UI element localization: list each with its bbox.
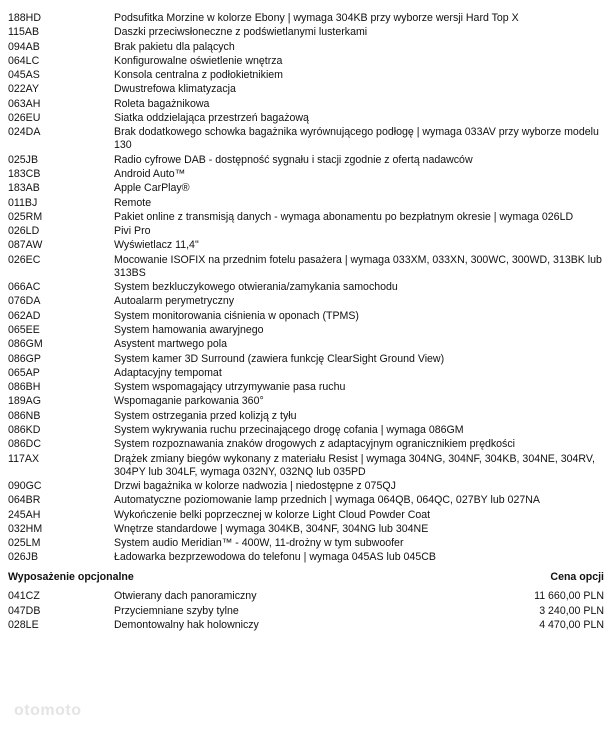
option-description: Automatyczne poziomowanie lamp przednich | wymaga 064QB, 064QC, 027BY lub 027NA — [114, 494, 540, 507]
equipment-row — [8, 254, 604, 280]
option-code: 094AB — [8, 40, 40, 53]
option-code: 076DA — [8, 295, 41, 308]
equipment-row — [8, 494, 604, 507]
option-code: 026JB — [8, 551, 39, 564]
option-code: 064LC — [8, 54, 40, 67]
option-code: 065AP — [8, 366, 40, 379]
option-description: Adaptacyjny tempomat — [114, 366, 222, 379]
option-code: 026LD — [8, 225, 40, 238]
option-code: 117AX — [8, 452, 40, 465]
option-code: 115AB — [8, 26, 40, 39]
equipment-row — [8, 523, 604, 536]
equipment-row — [8, 453, 604, 479]
option-code: 047DB — [8, 604, 41, 617]
equipment-row — [8, 295, 604, 308]
option-code: 025LM — [8, 537, 41, 550]
option-description: Przyciemniane szyby tylne — [114, 604, 239, 617]
option-code: 183CB — [8, 167, 41, 180]
equipment-row — [8, 438, 604, 451]
option-description: Mocowanie ISOFIX na przednim fotelu pasażera | wymaga 033XM, 033XN, 300WC, 300WD, 313BK lub 313BS — [114, 253, 602, 279]
equipment-row — [8, 324, 604, 337]
option-description: Roleta bagażnikowa — [114, 97, 210, 110]
equipment-sheet — [8, 12, 604, 634]
option-code: 062AD — [8, 309, 41, 322]
option-description: Siatka oddzielająca przestrzeń bagażową — [114, 112, 309, 125]
option-description: Android Auto™ — [114, 167, 186, 180]
option-code: 086GP — [8, 352, 41, 365]
option-description: Wyświetlacz 11,4" — [114, 239, 199, 252]
equipment-row — [8, 12, 604, 25]
option-description: Podsufitka Morzine w kolorze Ebony | wymaga 304KB przy wyborze wersji Hard Top X — [114, 12, 519, 24]
option-description: System wykrywania ruchu przecinającego drogę cofania | wymaga 086GM — [114, 424, 464, 437]
option-code: 086BH — [8, 381, 41, 394]
equipment-row — [8, 551, 604, 564]
equipment-row — [8, 537, 604, 550]
option-description: Drążek zmiany biegów wykonany z materiału Resist | wymaga 304NG, 304NF, 304KB, 304NE, 304RV, 304PY lub 304LF, wymaga 032NY, 032NQ lub 035PD — [114, 452, 595, 478]
optional-equipment-list — [8, 590, 604, 632]
option-description: Konsola centralna z podłokietnikiem — [114, 69, 284, 82]
option-code: 022AY — [8, 83, 40, 96]
option-description: Wspomaganie parkowania 360° — [114, 395, 264, 408]
option-description: Pakiet online z transmisją danych - wymaga abonamentu po bezpłatnym okresie | wymaga 026LD — [114, 210, 574, 223]
option-code: 188HD — [8, 12, 41, 24]
price-heading: Cena opcji — [550, 571, 604, 584]
option-description: Wnętrze standardowe | wymaga 304KB, 304NF, 304NG lub 304NE — [114, 522, 429, 535]
equipment-row — [8, 168, 604, 181]
option-description: Apple CarPlay® — [114, 182, 190, 195]
equipment-row — [8, 338, 604, 351]
option-code: 026EC — [8, 253, 41, 266]
equipment-row — [8, 424, 604, 437]
option-description: Otwierany dach panoramiczny — [114, 590, 257, 603]
optional-row — [8, 590, 604, 603]
equipment-row — [8, 367, 604, 380]
equipment-row — [8, 480, 604, 493]
optional-equipment-header — [8, 571, 604, 584]
option-code: 086NB — [8, 409, 41, 422]
option-code: 189AG — [8, 395, 41, 408]
option-code: 066AC — [8, 281, 41, 294]
option-description: Wykończenie belki poprzecznej w kolorze Light Cloud Powder Coat — [114, 508, 431, 521]
option-code: 025JB — [8, 153, 39, 166]
equipment-row — [8, 83, 604, 96]
option-description: System wspomagający utrzymywanie pasa ruchu — [114, 381, 346, 394]
option-description: Radio cyfrowe DAB - dostępność sygnału i stacji zgodnie z ofertą nadawców — [114, 153, 473, 166]
option-code: 245AH — [8, 508, 41, 521]
equipment-row — [8, 69, 604, 82]
optional-row — [8, 619, 604, 632]
option-description: Brak dodatkowego schowka bagażnika wyrównującego podłogę | wymaga 033AV przy wyborze modelu 130 — [114, 126, 599, 152]
option-description: Dwustrefowa klimatyzacja — [114, 83, 236, 96]
option-code: 025RM — [8, 210, 43, 223]
equipment-row — [8, 310, 604, 323]
option-description: Konfigurowalne oświetlenie wnętrza — [114, 54, 283, 67]
option-code: 045AS — [8, 69, 40, 82]
standard-equipment-list — [8, 12, 604, 564]
optional-heading: Wyposażenie opcjonalne — [8, 571, 134, 584]
option-code: 064BR — [8, 494, 41, 507]
equipment-row — [8, 41, 604, 54]
watermark-logo: otomoto — [14, 702, 82, 719]
option-code: 086KD — [8, 424, 41, 437]
option-price: 4 470,00 PLN — [539, 619, 604, 632]
equipment-row — [8, 197, 604, 210]
option-code: 090GC — [8, 479, 42, 492]
equipment-row — [8, 126, 604, 152]
option-description: Asystent martwego pola — [114, 338, 228, 351]
option-code: 065EE — [8, 323, 40, 336]
option-description: Drzwi bagażnika w kolorze nadwozia | niedostępne z 075QJ — [114, 479, 396, 492]
option-price: 3 240,00 PLN — [539, 604, 604, 617]
equipment-row — [8, 353, 604, 366]
equipment-row — [8, 509, 604, 522]
equipment-row — [8, 225, 604, 238]
equipment-row — [8, 98, 604, 111]
equipment-row — [8, 410, 604, 423]
option-description: System ostrzegania przed kolizją z tyłu — [114, 409, 297, 422]
option-description: System rozpoznawania znaków drogowych z adaptacyjnym ogranicznikiem prędkości — [114, 438, 515, 451]
option-code: 024DA — [8, 126, 41, 139]
optional-row — [8, 605, 604, 618]
option-description: Ładowarka bezprzewodowa do telefonu | wymaga 045AS lub 045CB — [114, 551, 436, 564]
equipment-row — [8, 281, 604, 294]
option-description: System monitorowania ciśnienia w oponach (TPMS) — [114, 309, 359, 322]
option-code: 087AW — [8, 239, 43, 252]
option-code: 032HM — [8, 522, 43, 535]
equipment-row — [8, 26, 604, 39]
option-code: 183AB — [8, 182, 40, 195]
option-code: 086DC — [8, 438, 41, 451]
option-description: Brak pakietu dla palących — [114, 40, 235, 53]
equipment-row — [8, 211, 604, 224]
equipment-row — [8, 154, 604, 167]
option-code: 086GM — [8, 338, 43, 351]
option-code: 063AH — [8, 97, 41, 110]
equipment-row — [8, 55, 604, 68]
option-code: 041CZ — [8, 590, 40, 603]
equipment-row — [8, 381, 604, 394]
equipment-row — [8, 112, 604, 125]
option-description: System kamer 3D Surround (zawiera funkcję ClearSight Ground View) — [114, 352, 445, 365]
option-description: Demontowalny hak holowniczy — [114, 619, 259, 632]
option-code: 011BJ — [8, 196, 38, 209]
option-price: 11 660,00 PLN — [534, 590, 604, 603]
option-description: Remote — [114, 196, 152, 209]
equipment-row — [8, 239, 604, 252]
option-code: 026EU — [8, 112, 41, 125]
option-description: Pivi Pro — [114, 225, 151, 238]
equipment-row — [8, 395, 604, 408]
option-description: Autoalarm perymetryczny — [114, 295, 235, 308]
option-description: System bezkluczykowego otwierania/zamykania samochodu — [114, 281, 398, 294]
option-code: 028LE — [8, 619, 39, 632]
equipment-row — [8, 182, 604, 195]
option-description: System audio Meridian™ - 400W, 11-drożny w tym subwoofer — [114, 537, 404, 550]
option-description: Daszki przeciwsłoneczne z podświetlanymi lusterkami — [114, 26, 368, 39]
option-description: System hamowania awaryjnego — [114, 323, 264, 336]
